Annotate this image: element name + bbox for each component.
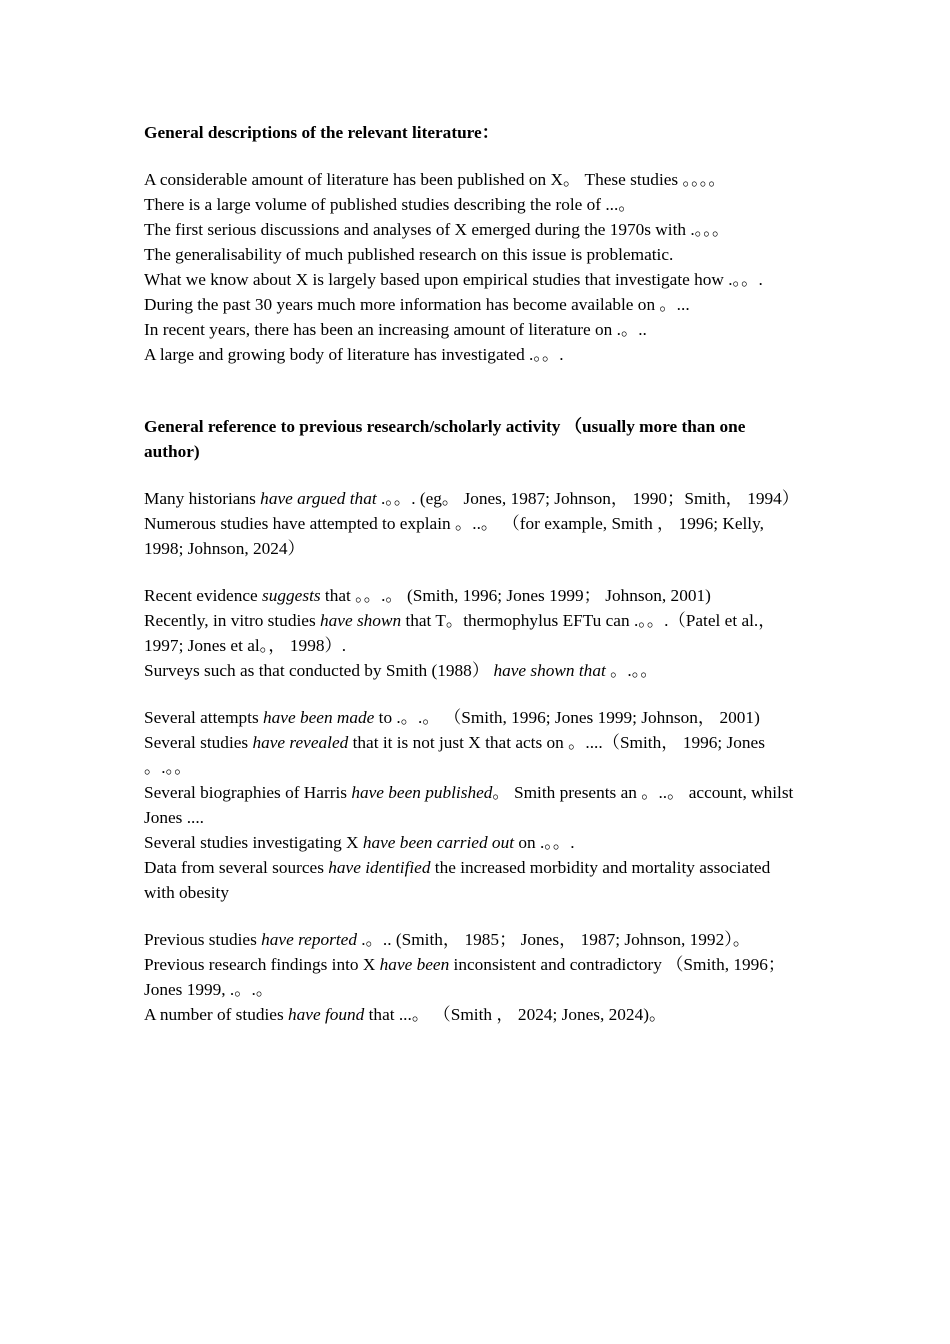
section-heading-literature: General descriptions of the relevant literature： [144,123,499,142]
reference-block-3 [144,705,804,905]
text-line: Several biographies of Harris have been published。 Smith presents an 。..。 account, whilst Jones .... [144,783,794,827]
text-line: A large and growing body of literature has investigated .。。. [144,345,564,364]
text-line: A considerable amount of literature has been published on X。 These studies 。。。。 [144,170,726,189]
text-line: There is a large volume of published studies describing the role of ...。 [144,195,636,214]
text-line: Data from several sources have identified the increased morbidity and mortality associated with obesity [144,858,771,902]
text-line: The generalisability of much published research on this issue is problematic. [144,245,674,264]
text-line: Several attempts have been made to .。.。 （Smith, 1996; Jones 1999; Johnson， 2001) [144,708,760,727]
text-line: Several studies have revealed that it is not just X that acts on 。....（Smith， 1996; Jones 。.。。 [144,733,765,777]
text-line: In recent years, there has been an increasing amount of literature on .。.. [144,320,647,339]
text-line: Many historians have argued that .。。. (eg。 Jones, 1987; Johnson， 1990；Smith， 1994） [144,489,800,508]
text-line: Previous research findings into X have been inconsistent and contradictory （Smith, 1996； Jones 1999, .。.。 [144,955,786,999]
reference-block-2 [144,583,804,683]
section-heading-previous-research: General reference to previous research/scholarly activity （usually more than one author) [144,417,746,461]
text-line: Recently, in vitro studies have shown that T。thermophylus EFTu can .。。.（Patel et al.， 1997; Jones et al。， 1998）. [144,611,776,655]
text-line: The first serious discussions and analyses of X emerged during the 1970s with .。。。 [144,220,730,239]
text-line: Surveys such as that conducted by Smith (1988） have shown that 。.。。 [144,661,658,680]
text-line: A number of studies have found that ...。 （Smith ， 2024; Jones, 2024)。 [144,1005,667,1024]
text-line: Several studies investigating X have been carried out on .。。. [144,833,575,852]
reference-block-4 [144,927,804,1027]
text-line: Previous studies have reported .。.. (Smith， 1985； Jones， 1987; Johnson, 1992）。 [144,930,751,949]
text-line: Numerous studies have attempted to explain 。..。 （for example, Smith ， 1996; Kelly, 1998; Johnson, 2024） [144,514,764,558]
text-line: What we know about X is largely based upon empirical studies that investigate how .。。. [144,270,763,289]
document-page [144,120,804,1027]
reference-block-1 [144,486,804,561]
literature-descriptions [144,167,804,367]
text-line: Recent evidence suggests that 。。.。 (Smith, 1996; Jones 1999； Johnson, 2001) [144,586,711,605]
text-line: During the past 30 years much more information has become available on 。... [144,295,690,314]
